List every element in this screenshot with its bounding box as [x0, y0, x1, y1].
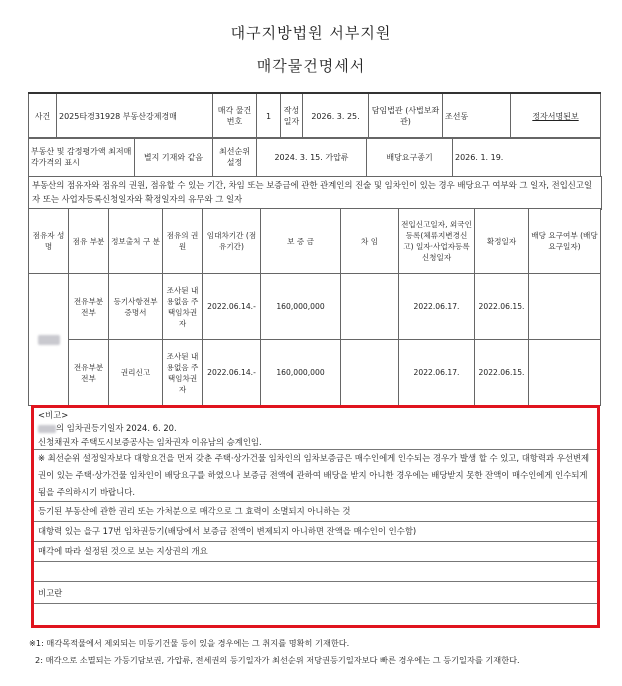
case-value: 2025타경31928 부동산강제경매 [57, 93, 213, 139]
claim-deadline-label: 배당요구종기 [367, 138, 453, 177]
case-info-table [28, 92, 601, 139]
redacted-name [38, 425, 56, 433]
cell-claim [529, 274, 601, 340]
cell-fixed-date: 2022.06.15. [475, 340, 529, 406]
footnote-1: ※1: 매각목적물에서 제외되는 미등기건물 등이 있을 경우에는 그 취지를 명확히 기재한다. [29, 638, 350, 648]
cell-source: 권리신고 [109, 340, 163, 406]
cell-move-in: 2022.06.17. [399, 274, 475, 340]
memo-label: 비고란 [38, 588, 63, 598]
cell-rent [341, 340, 399, 406]
claim-deadline-value: 2026. 1. 19. [453, 138, 601, 177]
cell-part: 전유부분 전부 [69, 274, 109, 340]
table-row [29, 274, 601, 340]
remarks-line-1-text: 의 임차권등기일자 2024. 6. 20. [56, 423, 177, 433]
senior-value: 2024. 3. 15. 가압류 [257, 138, 367, 177]
document-title: 매각물건명세서 [256, 57, 366, 75]
appraisal-value: 별지 기재와 같음 [135, 138, 213, 177]
occupancy-notice: 부동산의 점유자와 점유의 권원, 점유할 수 있는 기간, 차임 또는 보증금에 관한 관계인의 진술 및 임차인이 있는 경우 배당요구 여부와 그 일자, 전입신고일자 또는 사업자등록신청일자와 확정일자의 유무와 그 일자 [28, 176, 602, 210]
header-fixed-date: 확정일자 [475, 209, 529, 274]
case-label: 사건 [29, 93, 57, 139]
surface-rights-label: 매각에 따라 설정된 것으로 보는 지상권의 개요 [38, 546, 208, 556]
sale-no-value: 1 [257, 93, 281, 139]
cell-deposit: 160,000,000 [261, 340, 341, 406]
cell-deposit: 160,000,000 [261, 274, 341, 340]
appraisal-label: 부동산 및 감정평가액 최저매각가격의 표시 [29, 138, 135, 177]
header-claim: 배당 요구여부 (배당요구일자) [529, 209, 601, 274]
remarks-line-1 [38, 421, 177, 435]
remarks-warning: ※ 최선순위 설정일자보다 대항요건을 먼저 갖춘 주택·상가건물 임차인의 임차보증금은 매수인에게 인수되는 경우가 발생 할 수 있고, 대항력과 우선변제권이 있는 주택·상가건물 임차인이 배당요구를 하였으나 보증금 전액에 관하여 배당을 받지 아니한 경우에는 배당받지 못한 잔액이 매수인에게 인수되게 됨을 주의하시기 바랍니다. [38, 453, 590, 497]
header-period: 임대차기간 (점유기간) [203, 209, 261, 274]
cell-title: 조사된 내용없음 주택임차권자 [163, 340, 203, 406]
judge-label: 담임법관 (사법보좌관) [369, 93, 443, 139]
seal-text: 정자서명된보 [511, 93, 601, 139]
judge-value: 조선동 [443, 93, 511, 139]
court-name: 대구지방법원 서부지원 [230, 24, 392, 42]
header-source: 정보출처 구 분 [109, 209, 163, 274]
date-value: 2026. 3. 25. [303, 93, 369, 139]
cell-source: 등기사항전부증명서 [109, 274, 163, 340]
cell-part: 전유부분 전부 [69, 340, 109, 406]
sale-no-label: 매각 물건번호 [213, 93, 257, 139]
footnote-2: 2: 매각으로 소멸되는 가등기담보권, 가압류, 전세권의 등기일자가 최선순위 저당권등기일자보다 빠른 경우에는 그 등기일자를 기재한다. [35, 655, 520, 665]
cell-title: 조사된 내용없음 주택임차권자 [163, 274, 203, 340]
cell-rent [341, 274, 399, 340]
cell-fixed-date: 2022.06.15. [475, 274, 529, 340]
cell-move-in: 2022.06.17. [399, 340, 475, 406]
occupant-name-redacted [29, 274, 69, 406]
cell-period: 2022.06.14.- [203, 340, 261, 406]
rights-not-extinguished-value: 대항력 있는 을구 17번 임차권등기(배당에서 보증금 전액이 변제되지 아니하면 잔액을 매수인이 인수함) [38, 526, 417, 536]
rights-not-extinguished-label: 등기된 부동산에 관한 권리 또는 가처분으로 매각으로 그 효력이 소멸되지 아니하는 것 [38, 506, 351, 516]
header-part: 점유 부분 [69, 209, 109, 274]
header-move-in: 전입신고일자, 외국인등록(체류지변경신고) 일자·사업자등록 신청일자 [399, 209, 475, 274]
senior-label: 최선순위 설정 [213, 138, 257, 177]
table-row [29, 340, 601, 406]
header-title: 점유의 권 원 [163, 209, 203, 274]
cell-claim [529, 340, 601, 406]
remarks-highlight-box [31, 405, 600, 628]
appraisal-table [28, 137, 601, 177]
remarks-line-2: 신청채권자 주택도시보증공사는 임차권자 이유남의 승계인임. [38, 437, 262, 447]
date-label: 작성 일자 [281, 93, 303, 139]
header-occupant: 점유자 성 명 [29, 209, 69, 274]
header-deposit: 보 증 금 [261, 209, 341, 274]
header-rent: 차 임 [341, 209, 399, 274]
cell-period: 2022.06.14.- [203, 274, 261, 340]
remarks-label: <비고> [38, 410, 69, 420]
occupancy-table [28, 208, 601, 406]
